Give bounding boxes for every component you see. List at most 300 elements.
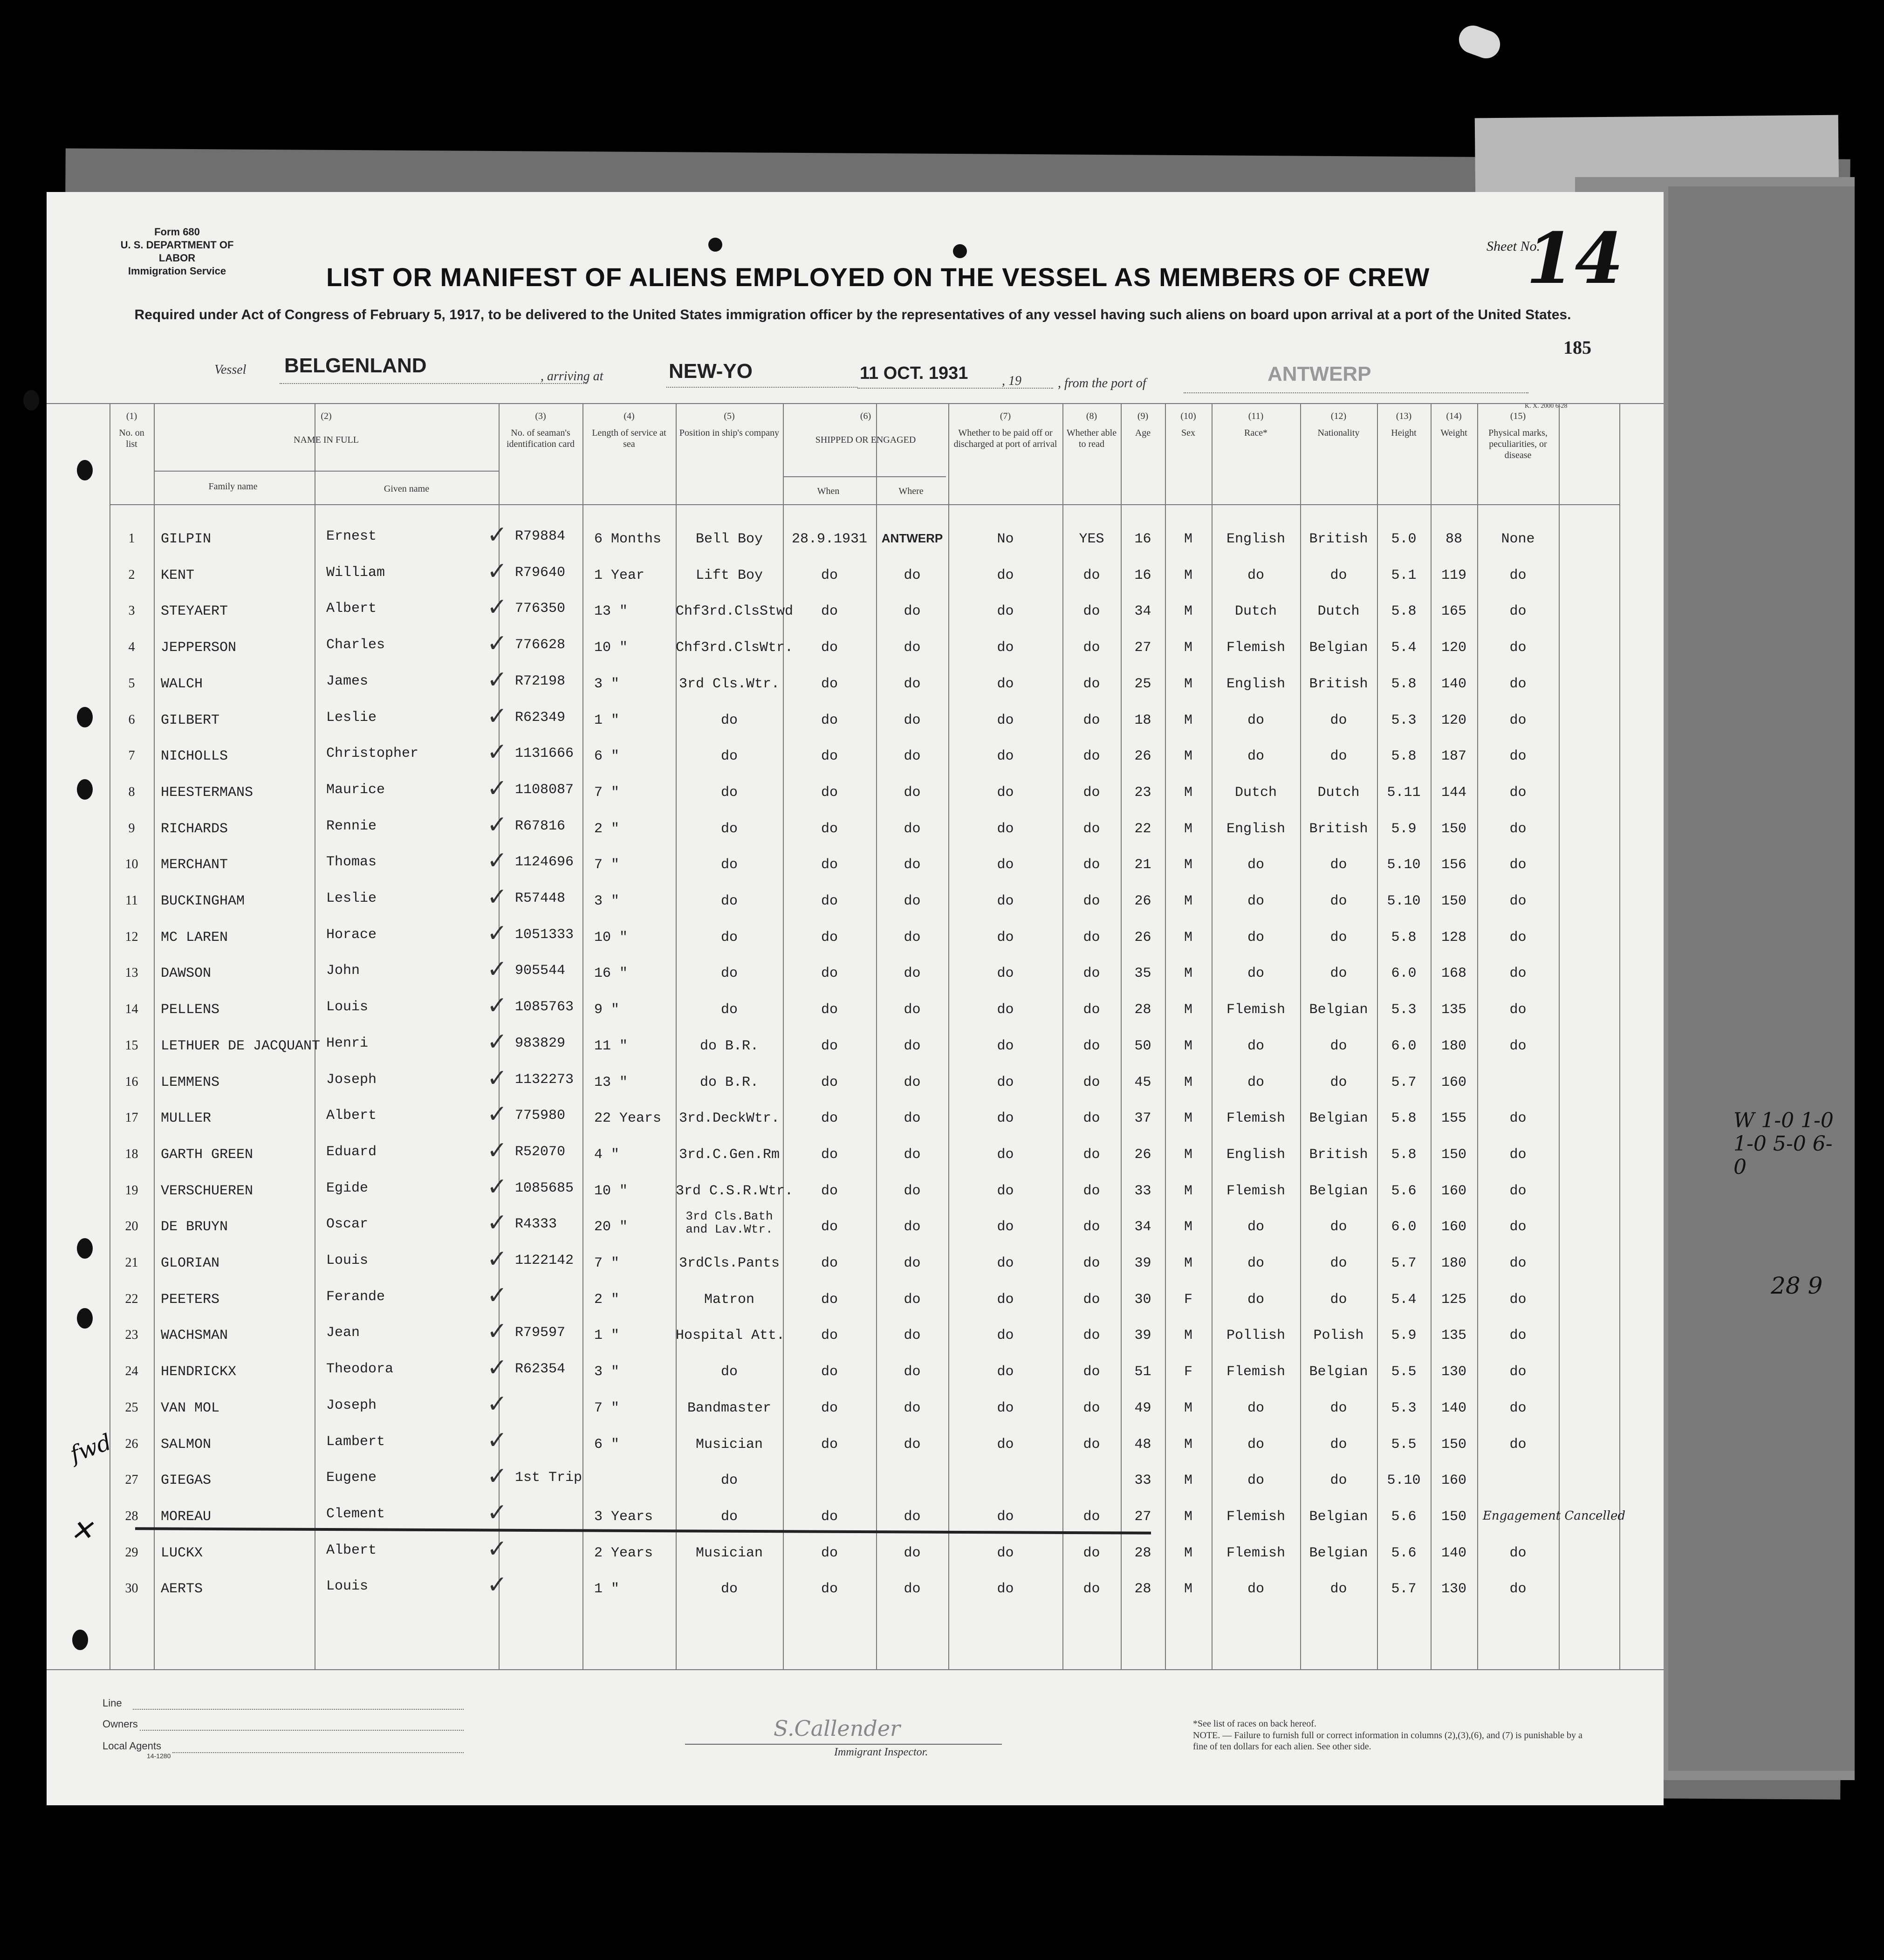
column-header: SHIPPED OR ENGAGED (815, 435, 916, 445)
column-header: Race* (1244, 428, 1267, 438)
cell-read: YES (1079, 531, 1104, 547)
cell-position: do (720, 712, 738, 728)
line-rule (133, 1709, 464, 1710)
cell-height: 5.4 (1391, 640, 1417, 656)
cell-family: VAN MOL (161, 1400, 220, 1416)
cell-nat: do (1330, 1291, 1347, 1308)
cell-service: 7 " (594, 857, 620, 873)
cell-no: 21 (125, 1255, 138, 1270)
cell-read: do (1083, 893, 1100, 909)
cell-paid: do (997, 1436, 1014, 1453)
cell-where: do (904, 1002, 921, 1018)
cell-read: do (1083, 1436, 1100, 1453)
cell-paid: do (997, 1219, 1014, 1235)
cell-when: do (821, 1038, 838, 1054)
cell-given: Louis (326, 1578, 369, 1595)
cell-marks: do (1509, 1183, 1527, 1199)
cell-position: 3rd Cls.Wtr. (678, 676, 780, 692)
cell-service: 2 Years (594, 1545, 653, 1561)
cell-nat: British (1309, 531, 1368, 547)
cell-family: GLORIAN (161, 1255, 220, 1271)
cell-card: R79884 (515, 528, 566, 544)
cell-sex: M (1184, 603, 1192, 620)
cell-where: do (904, 1545, 921, 1561)
cell-no: 28 (125, 1508, 138, 1523)
cell-read: do (1083, 1291, 1100, 1308)
cell-family: WACHSMAN (161, 1328, 228, 1344)
cell-paid: do (997, 1291, 1014, 1308)
cell-age: 27 (1134, 640, 1151, 656)
cell-marks: do (1509, 893, 1527, 909)
cell-given: Louis (326, 1253, 369, 1268)
cell-where: do (904, 567, 921, 583)
cell-race: do (1247, 929, 1264, 946)
cell-no: 19 (125, 1183, 138, 1198)
cell-age: 50 (1134, 1038, 1151, 1054)
cell-family: GARTH GREEN (161, 1146, 253, 1163)
owners-label: Owners (103, 1718, 138, 1730)
cell-weight: 140 (1441, 676, 1466, 692)
cell-position: do (720, 966, 738, 982)
cell-given: Ferande (326, 1288, 385, 1305)
cell-no: 23 (125, 1328, 138, 1343)
cell-paid: do (997, 1255, 1014, 1271)
cell-sex: M (1184, 712, 1192, 728)
cell-given: William (326, 564, 385, 581)
cell-weight: 160 (1441, 1473, 1466, 1489)
cell-race: English (1226, 1146, 1286, 1163)
cell-sex: M (1184, 857, 1192, 873)
cell-family: PEETERS (161, 1291, 220, 1308)
cell-nat: British (1309, 1146, 1368, 1163)
cell-paid: do (997, 1146, 1014, 1163)
cell-position: Matron (704, 1291, 755, 1308)
cell-marks: do (1509, 603, 1527, 620)
departure-port: ANTWERP (1267, 363, 1371, 385)
cell-nat: Polish (1313, 1328, 1364, 1344)
cell-service: 1 " (594, 1328, 620, 1344)
name-subheader-rule (154, 471, 499, 472)
cell-paid: do (997, 567, 1014, 583)
cell-paid: do (997, 821, 1014, 837)
cell-race: do (1247, 1291, 1264, 1308)
cell-paid: do (997, 748, 1014, 765)
column-number: (7) (1000, 411, 1011, 421)
cell-weight: 128 (1441, 929, 1466, 946)
cell-height: 5.3 (1391, 712, 1417, 728)
check-mark-icon: ✓ (487, 1426, 507, 1454)
cell-read: do (1083, 1581, 1100, 1597)
cell-family: WALCH (161, 676, 203, 692)
cell-service: 13 " (594, 603, 628, 620)
cell-where: do (904, 1074, 921, 1090)
cell-when: do (821, 1508, 838, 1525)
cell-read: do (1083, 1255, 1100, 1271)
check-mark-icon: ✓ (487, 738, 507, 767)
cell-sex: F (1184, 1291, 1192, 1308)
cell-no: 26 (125, 1436, 138, 1451)
cell-sex: M (1184, 1002, 1192, 1018)
cell-when: do (821, 1436, 838, 1453)
table-bottom-rule (47, 1669, 1664, 1670)
check-mark-icon: ✓ (487, 1571, 507, 1599)
cell-race: Flemish (1226, 1002, 1286, 1018)
cell-card: 1108087 (515, 781, 574, 798)
cell-service: 10 " (594, 1183, 628, 1199)
cell-where: do (904, 857, 921, 873)
cell-age: 18 (1134, 712, 1151, 728)
cell-age: 33 (1134, 1473, 1151, 1489)
cell-height: 5.6 (1391, 1508, 1417, 1525)
cell-paid: do (997, 784, 1014, 801)
cell-age: 30 (1134, 1291, 1151, 1308)
cell-when: do (821, 1291, 838, 1308)
cell-paid: do (997, 1110, 1014, 1127)
cell-position: Hospital Att. (676, 1328, 785, 1344)
right-margin-note-2: 28 9 (1771, 1272, 1823, 1299)
punch-hole (77, 1308, 93, 1329)
cell-paid: do (997, 1400, 1014, 1416)
check-mark-icon: ✓ (487, 1390, 507, 1418)
cell-position: Musician (695, 1436, 763, 1453)
cell-when: do (821, 893, 838, 909)
cell-marks: do (1509, 1146, 1527, 1163)
cell-read: do (1083, 1545, 1100, 1561)
column-number: (5) (724, 411, 735, 421)
cell-no: 6 (128, 712, 135, 727)
column-rule (1477, 403, 1478, 1669)
cell-where: do (904, 1508, 921, 1525)
cell-where: ANTWERP (881, 531, 943, 545)
cell-service: 6 Months (594, 531, 662, 547)
cell-race: do (1247, 857, 1264, 873)
cell-position: 3rd C.S.R.Wtr. (676, 1183, 794, 1199)
cell-read: do (1083, 1002, 1100, 1018)
cell-height: 5.7 (1391, 1581, 1417, 1597)
column-rule (948, 403, 949, 1669)
cell-nat: do (1330, 857, 1347, 873)
column-number: (10) (1180, 411, 1196, 421)
cell-marks: do (1509, 1219, 1527, 1235)
cell-marks: do (1509, 1545, 1527, 1561)
agents-rule (172, 1752, 464, 1753)
cell-height: 5.9 (1391, 1328, 1417, 1344)
check-mark-icon: ✓ (487, 593, 507, 622)
cell-card: R79640 (515, 564, 566, 581)
cell-where: do (904, 1364, 921, 1380)
cell-when: do (821, 1110, 838, 1127)
cell-weight: 150 (1441, 1146, 1466, 1163)
cell-weight: 180 (1441, 1038, 1466, 1054)
cell-race: English (1226, 531, 1286, 547)
cell-when: do (821, 1183, 838, 1199)
cell-family: AERTS (161, 1581, 203, 1597)
cell-card: R67816 (515, 818, 566, 834)
cell-nat: do (1330, 567, 1347, 583)
cell-where: do (904, 784, 921, 801)
cell-weight: 150 (1441, 893, 1466, 909)
cell-given: Joseph (326, 1397, 377, 1413)
cell-given: Louis (326, 999, 369, 1015)
cell-weight: 88 (1445, 531, 1462, 547)
cell-sex: M (1184, 1328, 1192, 1344)
cell-height: 5.11 (1387, 784, 1421, 801)
column-header: Whether to be paid off or discharged at port of arrival (953, 428, 1057, 449)
cell-weight: 156 (1441, 857, 1466, 873)
cell-read: do (1083, 1074, 1100, 1090)
cell-race: English (1226, 676, 1286, 692)
cell-sex: M (1184, 966, 1192, 982)
cell-position: 3rd.DeckWtr. (678, 1110, 780, 1127)
column-header: Physical marks, peculiarities, or disease (1488, 428, 1548, 460)
cell-when: do (821, 1400, 838, 1416)
column-header: Height (1391, 428, 1417, 438)
cell-read: do (1083, 748, 1100, 765)
print-code: K. X. 2000 6-28 (1525, 403, 1568, 410)
cell-age: 26 (1134, 929, 1151, 946)
cell-given: Theodora (326, 1361, 394, 1377)
cell-weight: 160 (1441, 1074, 1466, 1090)
column-number: (3) (535, 411, 546, 421)
cell-height: 5.4 (1391, 1291, 1417, 1308)
cell-given: Oscar (326, 1216, 369, 1233)
from-port-label: , from the port of (1058, 376, 1146, 391)
cell-race: Flemish (1226, 1364, 1286, 1380)
binder-tab (1455, 21, 1504, 62)
cell-position: Lift Boy (695, 567, 763, 583)
cell-where: do (904, 1219, 921, 1235)
cell-no: 30 (125, 1581, 138, 1596)
check-mark-icon: ✓ (487, 521, 507, 549)
cell-card: 775980 (515, 1108, 566, 1124)
date-line (857, 388, 1053, 389)
cell-nat: do (1330, 929, 1347, 946)
cell-weight: 119 (1441, 567, 1466, 583)
cell-read: do (1083, 603, 1100, 620)
service-name: Immigration Service (128, 265, 226, 277)
cell-age: 45 (1134, 1074, 1151, 1090)
cell-height: 5.6 (1391, 1183, 1417, 1199)
document-title: LIST OR MANIFEST OF ALIENS EMPLOYED ON THE VESSEL AS MEMBERS OF CREW (326, 262, 1430, 292)
cell-card: R79597 (515, 1325, 566, 1341)
punch-hole (77, 1238, 93, 1259)
cell-when: do (821, 712, 838, 728)
cell-read: do (1083, 784, 1100, 801)
check-mark-icon: ✓ (487, 1498, 507, 1527)
cell-where: do (904, 966, 921, 982)
cell-read: do (1083, 966, 1100, 982)
cell-no: 29 (125, 1545, 138, 1560)
cell-when: do (821, 821, 838, 837)
cell-given: Leslie (326, 709, 377, 726)
cell-height: 5.8 (1391, 1110, 1417, 1127)
cell-race: do (1247, 748, 1264, 765)
cell-read: do (1083, 1038, 1100, 1054)
punch-hole (77, 460, 93, 480)
cell-paid: do (997, 1183, 1014, 1199)
cell-age: 48 (1134, 1436, 1151, 1453)
cell-service: 3 Years (594, 1508, 653, 1525)
cell-nat: do (1330, 1581, 1347, 1597)
cell-sex: M (1184, 929, 1192, 946)
column-header: Weight (1440, 428, 1467, 438)
cell-no: 13 (125, 966, 138, 980)
arriving-label: , arriving at (541, 369, 603, 384)
column-number: (11) (1248, 411, 1264, 421)
cell-nat: do (1330, 1219, 1347, 1235)
cell-position: do (720, 1473, 738, 1489)
cell-no: 27 (125, 1473, 138, 1487)
cell-paid: No (997, 531, 1014, 547)
cell-marks: Engagement Cancelled (1482, 1508, 1626, 1523)
cell-weight: 130 (1441, 1364, 1466, 1380)
cell-family: GILPIN (161, 531, 212, 547)
cell-read: do (1083, 712, 1100, 728)
cell-sex: M (1184, 1436, 1192, 1453)
check-mark-icon: ✓ (487, 1064, 507, 1092)
cell-card: 1085685 (515, 1180, 574, 1196)
inspector-rule (685, 1744, 1002, 1745)
cell-height: 6.0 (1391, 966, 1417, 982)
cell-sex: M (1184, 1074, 1192, 1090)
cell-read: do (1083, 857, 1100, 873)
cell-race: do (1247, 1436, 1264, 1453)
column-number: (15) (1510, 411, 1526, 421)
cell-weight: 155 (1441, 1110, 1466, 1127)
cell-read: do (1083, 1146, 1100, 1163)
cell-nat: Belgian (1309, 1364, 1368, 1380)
cell-nat: Belgian (1309, 1183, 1368, 1199)
cell-where: do (904, 748, 921, 765)
cell-where: do (904, 676, 921, 692)
cell-where: do (904, 1328, 921, 1344)
cell-given: Eduard (326, 1144, 377, 1160)
punch-hole (77, 779, 93, 800)
cell-given: Leslie (326, 891, 377, 906)
cell-paid: do (997, 640, 1014, 656)
cell-nat: do (1330, 966, 1347, 982)
cell-height: 5.5 (1391, 1364, 1417, 1380)
cell-where: do (904, 1038, 921, 1054)
cell-nat: Belgian (1309, 640, 1368, 656)
cell-given: Albert (326, 601, 377, 617)
cell-when: 28.9.1931 (791, 531, 868, 547)
cell-family: LETHUER DE JACQUANT (161, 1038, 321, 1054)
cell-marks: do (1509, 712, 1527, 728)
cell-card: 1122142 (515, 1253, 574, 1268)
cell-family: LEMMENS (161, 1074, 220, 1090)
cell-nat: Belgian (1309, 1002, 1368, 1018)
cell-paid: do (997, 1364, 1014, 1380)
check-mark-icon: ✓ (487, 557, 507, 585)
cell-marks: do (1509, 857, 1527, 873)
cell-service: 6 " (594, 1436, 620, 1453)
cell-family: PELLENS (161, 1002, 220, 1018)
cell-family: JEPPERSON (161, 640, 237, 656)
column-number: (13) (1396, 411, 1412, 421)
cell-height: 5.7 (1391, 1074, 1417, 1090)
cell-read: do (1083, 1219, 1100, 1235)
cell-no: 24 (125, 1364, 138, 1379)
cell-when: do (821, 1255, 838, 1271)
cell-family: STEYAERT (161, 603, 228, 620)
cell-when: do (821, 1328, 838, 1344)
cell-height: 5.7 (1391, 1255, 1417, 1271)
cell-age: 28 (1134, 1002, 1151, 1018)
cell-service: 10 " (594, 929, 628, 946)
cell-weight: 140 (1441, 1545, 1466, 1561)
cell-marks: do (1509, 640, 1527, 656)
cell-where: do (904, 1255, 921, 1271)
cell-no: 22 (125, 1291, 138, 1306)
cell-where: do (904, 712, 921, 728)
cell-no: 7 (128, 748, 135, 763)
cell-family: DAWSON (161, 966, 212, 982)
cell-position: do (720, 1002, 738, 1018)
cell-position: do (720, 784, 738, 801)
cell-service: 4 " (594, 1146, 620, 1163)
cell-age: 26 (1134, 748, 1151, 765)
column-number: (9) (1137, 411, 1149, 421)
right-margin-note: W 1-0 1-0 1-0 5-0 6-0 (1733, 1109, 1834, 1179)
cell-sex: M (1184, 1400, 1192, 1416)
cell-family: KENT (161, 567, 195, 583)
cell-card: R62354 (515, 1361, 566, 1377)
check-mark-icon: ✓ (487, 1281, 507, 1309)
cell-nat: do (1330, 748, 1347, 765)
cell-card: R4333 (515, 1216, 557, 1233)
cell-weight: 150 (1441, 821, 1466, 837)
arrival-port-line (666, 387, 857, 388)
cell-weight: 168 (1441, 966, 1466, 982)
cell-age: 26 (1134, 1146, 1151, 1163)
cell-age: 34 (1134, 1219, 1151, 1235)
cell-age: 49 (1134, 1400, 1151, 1416)
cell-sex: M (1184, 1110, 1192, 1127)
year-label: , 19 (1002, 374, 1021, 388)
cell-sex: M (1184, 893, 1192, 909)
inspector-signature: S.Callender (774, 1716, 901, 1741)
cell-given: Maurice (326, 781, 385, 798)
check-mark-icon: ✓ (487, 774, 507, 802)
form-number: Form 680 (154, 226, 200, 238)
penalty-note: NOTE. — Failure to furnish full or correct information in columns (2),(3),(6), and (7) is punishable by a fine of ten dollars for each alien. See other side. (1193, 1730, 1583, 1752)
cell-given: Clement (326, 1506, 385, 1522)
cell-race: Dutch (1234, 784, 1277, 801)
cell-service: 1 " (594, 712, 620, 728)
column-rule (154, 403, 155, 1669)
cell-height: 5.8 (1391, 603, 1417, 620)
shipped-subheader-rule (783, 476, 946, 477)
cell-service: 10 " (594, 640, 628, 656)
cell-no: 2 (128, 567, 135, 582)
cell-family: HENDRICKX (161, 1364, 237, 1380)
cell-where: do (904, 640, 921, 656)
owners-rule (140, 1730, 464, 1731)
cell-given: Joseph (326, 1071, 377, 1088)
cell-marks: do (1509, 676, 1527, 692)
cell-marks: do (1509, 1038, 1527, 1054)
cell-read: do (1083, 1183, 1100, 1199)
cell-marks: do (1509, 1002, 1527, 1018)
when-header: When (817, 486, 840, 496)
column-rule (1619, 403, 1620, 1669)
cell-nat: do (1330, 1400, 1347, 1416)
cell-age: 21 (1134, 857, 1151, 873)
cell-given: Lambert (326, 1433, 385, 1450)
cell-no: 25 (125, 1400, 138, 1415)
cell-service: 22 Years (594, 1110, 662, 1127)
